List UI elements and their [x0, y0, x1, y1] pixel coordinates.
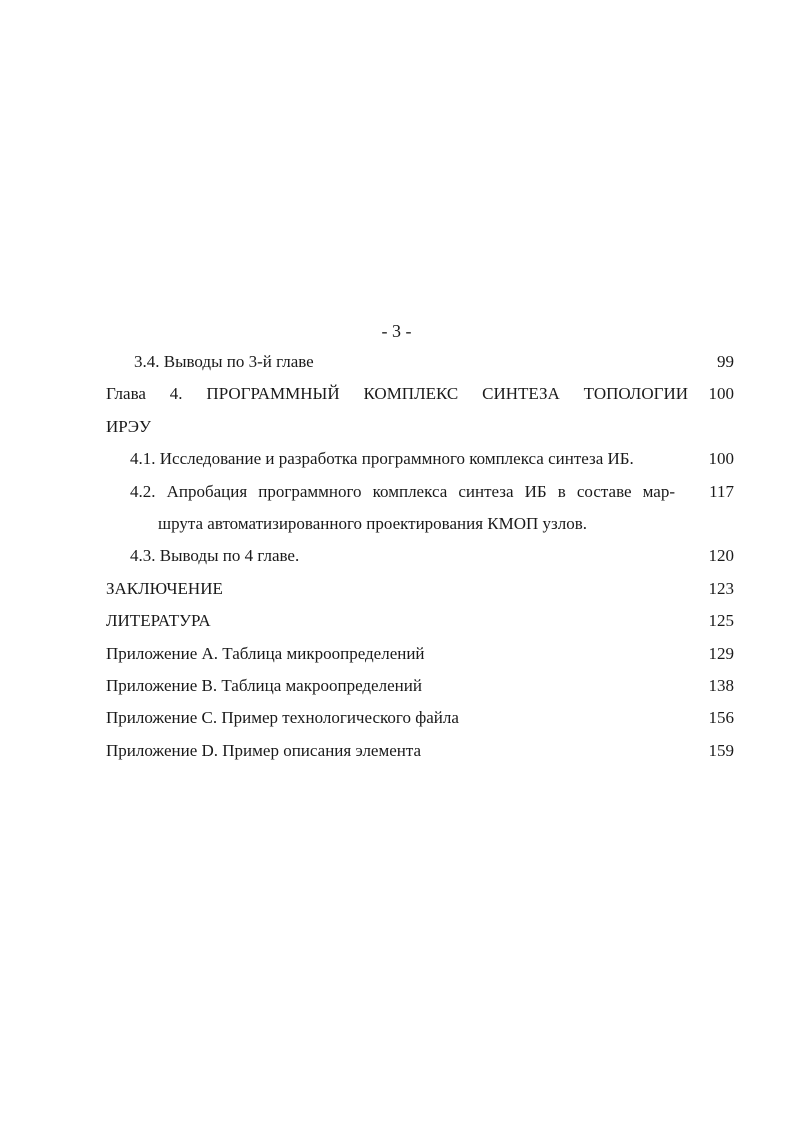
toc-entry-literature [0, 605, 793, 637]
toc-entry-page: 123 [708, 578, 734, 598]
toc-entry-4-3 [0, 540, 793, 572]
toc-entry-4-2 [0, 476, 793, 541]
toc-entry-appendix-a [0, 638, 793, 670]
table-of-contents [0, 346, 793, 767]
toc-entry-page: 117 [709, 481, 734, 501]
toc-entry-4-1 [0, 443, 793, 475]
page-number: - 3 - [381, 321, 412, 341]
toc-entry-page: 129 [708, 643, 734, 663]
toc-entry-title-line2: ИРЭУ [106, 416, 151, 436]
toc-entry-title: 4.1. Исследование и разработка программного комплекса синтеза ИБ. [130, 449, 634, 469]
toc-entry-title: Приложение А. Таблица микроопределений [106, 643, 425, 663]
toc-entry-title [130, 476, 675, 541]
toc-entry-title: 3.4. Выводы по 3-й главе [134, 352, 314, 371]
toc-entry-page: 125 [708, 611, 734, 631]
toc-entry-page: 100 [708, 384, 734, 404]
toc-entry-page: 138 [708, 675, 734, 695]
toc-entry-title [106, 378, 688, 443]
toc-entry-page: 100 [708, 449, 734, 469]
toc-entry-page: 159 [708, 740, 734, 760]
toc-entry-title: ЗАКЛЮЧЕНИЕ [106, 578, 223, 598]
toc-entry-title: 4.3. Выводы по 4 главе. [130, 546, 300, 566]
toc-entry-title: ЛИТЕРАТУРА [106, 611, 211, 631]
toc-entry-page: 99 [717, 352, 734, 371]
toc-entry-title: Приложение В. Таблица макроопределений [106, 675, 422, 695]
toc-entry-appendix-c [0, 702, 793, 734]
toc-entry-title: Приложение С. Пример технологического файла [106, 708, 459, 728]
toc-entry-title: Приложение D. Пример описания элемента [106, 740, 422, 760]
toc-entry-appendix-d [0, 735, 793, 767]
toc-entry-chapter-4 [0, 378, 793, 443]
toc-entry-3-4 [0, 346, 793, 378]
toc-entry-title-line2: шрута автоматизированного проектирования КМОП узлов. [158, 513, 588, 533]
toc-entry-title-line1: 4.2. Апробация программного комплекса синтеза ИБ в составе мар- [130, 481, 675, 501]
toc-entry-page: 156 [708, 708, 734, 728]
toc-entry-appendix-b [0, 670, 793, 702]
toc-entry-page: 120 [708, 546, 734, 566]
toc-entry-conclusion [0, 573, 793, 605]
toc-entry-title-line1: Глава 4. ПРОГРАММНЫЙ КОМПЛЕКС СИНТЕЗА ТОПОЛОГИИ [106, 384, 688, 404]
